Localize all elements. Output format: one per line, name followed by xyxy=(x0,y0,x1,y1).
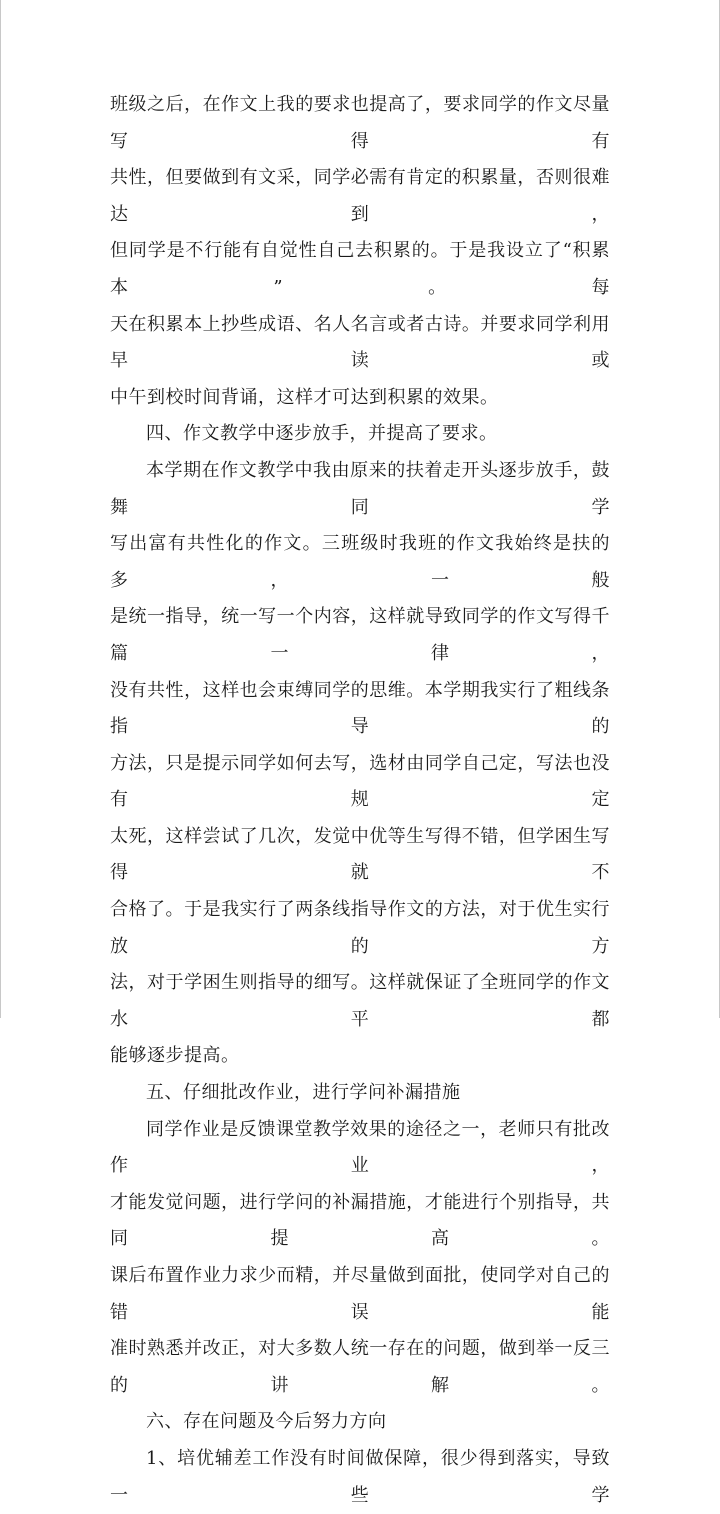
text-line: 是统一指导，统一写一个内容，这样就导致同学的作文写得千篇一律， xyxy=(110,606,610,664)
text-line: 中午到校时间背诵，这样才可达到积累的效果。 xyxy=(110,386,499,408)
text-line: 共性，但要做到有文采，同学必需有肯定的积累量，否则很难达到， xyxy=(110,167,610,225)
text-line: 六、存在问题及今后努力方向 xyxy=(146,1411,387,1433)
text-line: 1、培优辅差工作没有时间做保障，很少得到落实，导致一些学 xyxy=(110,1447,610,1506)
text-line: 能够逐步提高。 xyxy=(110,1045,240,1067)
text-line: 天在积累本上抄些成语、名人名言或者古诗。并要求同学利用早读或 xyxy=(110,313,610,372)
text-line: 本学期在作文教学中我由原来的扶着走开头逐步放手，鼓舞同学 xyxy=(110,459,610,518)
text-line: 课后布置作业力求少而精，并尽量做到面批，使同学对自己的错误能 xyxy=(110,1265,610,1323)
text-line: 准时熟悉并改正，对大多数人统一存在的问题，做到举一反三的讲解。 xyxy=(110,1338,610,1396)
text-line: 五、仔细批改作业，进行学问补漏措施 xyxy=(146,1082,461,1104)
text-line: 但同学是不行能有自觉性自己去积累的。于是我设立了“积累本”。每 xyxy=(110,240,610,298)
text-line: 方法，只是提示同学如何去写，选材由同学自己定，写法也没有规定 xyxy=(110,752,610,811)
page-edge-left xyxy=(0,0,1,1018)
text-line: 没有共性，这样也会束缚同学的思维。本学期我实行了粗线条指导的 xyxy=(110,679,610,738)
text-line: 班级之后，在作文上我的要求也提高了，要求同学的作文尽量写得有 xyxy=(110,94,610,152)
text-line: 同学作业是反馈课堂教学效果的途径之一，老师只有批改作业， xyxy=(110,1118,610,1177)
document-body xyxy=(110,87,610,1514)
text-line: 四、作文教学中逐步放手，并提高了要求。 xyxy=(146,423,498,445)
text-line: 法，对于学困生则指导的细写。这样就保证了全班同学的作文水平都 xyxy=(110,972,610,1030)
text-line: 写出富有共性化的作文。三班级时我班的作文我始终是扶的多，一般 xyxy=(110,533,610,591)
text-line: 才能发觉问题，进行学问的补漏措施，才能进行个别指导，共同提高。 xyxy=(110,1191,610,1250)
text-line: 合格了。于是我实行了两条线指导作文的方法，对于优生实行放的方 xyxy=(110,899,610,957)
text-line: 太死，这样尝试了几次，发觉中优等生写得不错，但学困生写得就不 xyxy=(110,825,610,884)
